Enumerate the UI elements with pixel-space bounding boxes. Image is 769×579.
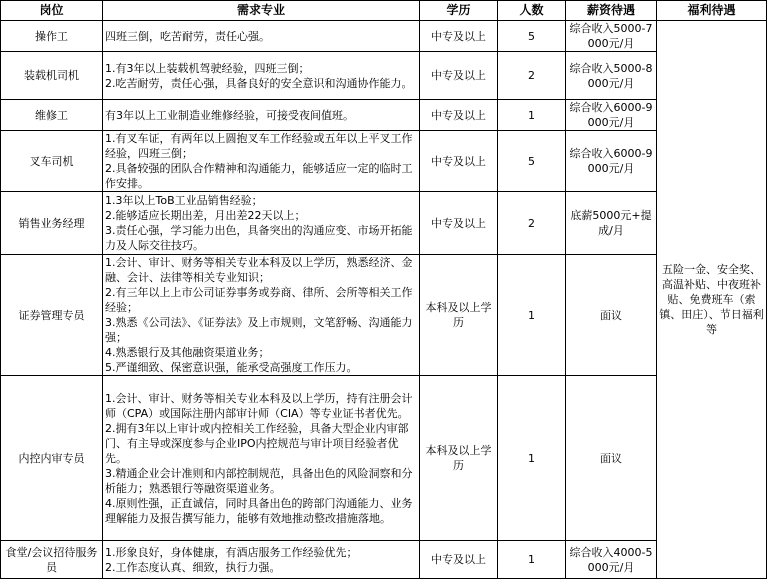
- education-cell: 中专及以上: [420, 541, 498, 579]
- requirement-line: 四班三倒，吃苦耐劳，责任心强。: [105, 29, 270, 43]
- requirement-line: 1.会计、审计、财务等相关专业本科及以上学历，持有注册会计师（CPA）或国际注册内部审计师（CIA）等专业证书者优先。: [105, 391, 413, 420]
- count-cell: 1: [498, 255, 566, 376]
- table-row: [1, 541, 767, 579]
- position-cell: 维修工: [1, 100, 103, 131]
- salary-cell: 底薪5000元+提成/月: [566, 192, 657, 255]
- header-position: 岗位: [1, 1, 103, 21]
- requirement-line: 2.拥有3年以上审计或内控相关工作经验，具备大型企业内审部门、有主导或深度参与企业IPO内控规范与审计项目经验者优先。: [105, 421, 409, 465]
- requirements-cell: [103, 192, 420, 255]
- salary-cell: 面议: [566, 376, 657, 541]
- education-cell: 中专及以上: [420, 100, 498, 131]
- count-cell: 1: [498, 541, 566, 579]
- requirements-cell: [103, 100, 420, 131]
- requirement-line: 1.有3年以上装载机驾驶经验，四班三倒；: [105, 61, 310, 75]
- count-cell: 2: [498, 52, 566, 100]
- position-cell: 装载机司机: [1, 52, 103, 100]
- education-cell: 本科及以上学历: [420, 376, 498, 541]
- table-row: [1, 376, 767, 541]
- requirement-line: 2.能够适应长期出差，月出差22天以上；: [105, 209, 306, 222]
- salary-cell: 面议: [566, 255, 657, 376]
- table-row: [1, 21, 767, 52]
- requirement-line: 4.原则性强，正直诚信，同时具备出色的跨部门沟通能力、业务理解能力及报告撰写能力，能够有效地推动整改措施落地。: [105, 496, 413, 525]
- header-welfare: 福利待遇: [657, 1, 767, 21]
- header-row: [1, 1, 767, 21]
- requirement-line: 3.精通企业会计准则和内部控制规范，具备出色的风险洞察和分析能力；熟悉银行等融资渠道业务。: [105, 466, 413, 495]
- requirement-line: 4.熟悉银行及其他融资渠道业务；: [105, 346, 270, 359]
- position-cell: 食堂/会议招待服务员: [1, 541, 103, 579]
- salary-cell: 综合收入4000-5000元/月: [566, 541, 657, 579]
- requirements-cell: [103, 376, 420, 541]
- requirement-line: 3.责任心强，学习能力出色，具备突出的沟通应变、市场开拓能力及人际交往技巧。: [105, 224, 413, 252]
- education-cell: 中专及以上: [420, 21, 498, 52]
- header-salary: 薪资待遇: [566, 1, 657, 21]
- requirements-cell: [103, 131, 420, 192]
- requirements-cell: [103, 21, 420, 52]
- requirement-line: 2.工作态度认真、细致，执行力强。: [105, 560, 281, 574]
- requirements-cell: [103, 255, 420, 376]
- position-cell: 内控内审专员: [1, 376, 103, 541]
- education-cell: 中专及以上: [420, 131, 498, 192]
- table-row: [1, 100, 767, 131]
- requirement-line: 3.熟悉《公司法》、《证券法》及上市规则，文笔舒畅、沟通能力强；: [105, 316, 413, 344]
- requirement-line: 2.有三年以上上市公司证券事务或券商、律所、会所等相关工作经验；: [105, 286, 413, 314]
- requirement-line: 1.有叉车证，有两年以上圆抱叉车工作经验或五年以上平叉工作经验，四班三倒；: [105, 132, 413, 160]
- table-row: [1, 192, 767, 255]
- header-count: 人数: [498, 1, 566, 21]
- requirement-line: 1.形象良好，身体健康，有酒店服务工作经验优先；: [105, 545, 358, 559]
- welfare-cell: 五险一金、安全奖、高温补贴、中夜班补贴、免费班车（索镇、田庄）、节日福利等: [657, 21, 767, 579]
- header-education: 学历: [420, 1, 498, 21]
- education-cell: 本科及以上学历: [420, 255, 498, 376]
- table-row: [1, 255, 767, 376]
- count-cell: 2: [498, 192, 566, 255]
- count-cell: 5: [498, 21, 566, 52]
- position-cell: 证券管理专员: [1, 255, 103, 376]
- salary-cell: 综合收入5000-7000元/月: [566, 21, 657, 52]
- table-row: [1, 52, 767, 100]
- education-cell: 中专及以上: [420, 192, 498, 255]
- header-requirements: 需求专业: [103, 1, 420, 21]
- table-row: [1, 131, 767, 192]
- requirement-line: 2.具备较强的团队合作精神和沟通能力，能够适应一定的临时工作安排。: [105, 162, 413, 190]
- count-cell: 1: [498, 100, 566, 131]
- requirement-line: 有3年以上工业制造业维修经验，可接受夜间值班。: [105, 108, 354, 122]
- requirement-line: 1.会计、审计、财务等相关专业本科及以上学历，熟悉经济、金融、会计、法律等相关专业知识；: [105, 256, 413, 284]
- requirements-cell: [103, 52, 420, 100]
- education-cell: 中专及以上: [420, 52, 498, 100]
- salary-cell: 综合收入5000-8000元/月: [566, 52, 657, 100]
- requirements-cell: [103, 541, 420, 579]
- salary-cell: 综合收入6000-9000元/月: [566, 100, 657, 131]
- position-cell: 操作工: [1, 21, 103, 52]
- requirement-line: 1.3年以上ToB工业品销售经验；: [105, 194, 263, 207]
- count-cell: 5: [498, 131, 566, 192]
- salary-cell: 综合收入6000-9000元/月: [566, 131, 657, 192]
- position-cell: 销售业务经理: [1, 192, 103, 255]
- requirement-line: 5.严谨细致、保密意识强，能承受高强度工作压力。: [105, 361, 358, 374]
- count-cell: 1: [498, 376, 566, 541]
- position-cell: 叉车司机: [1, 131, 103, 192]
- requirement-line: 2.吃苦耐劳，责任心强，具备良好的安全意识和沟通协作能力。: [105, 76, 413, 90]
